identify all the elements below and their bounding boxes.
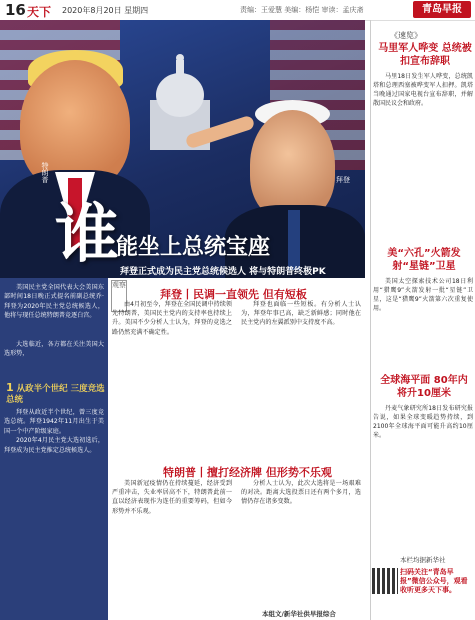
middle-paragraph-1: 由4月初至今，拜登在全国民调中持续领先特朗普，美国民主党内的支持率也持续上升。美国不少分析人士认为，拜登的竞选之路仍然充满不确定性。 xyxy=(112,301,232,336)
section1-title: 拜登丨民调一直领先 但有短板 xyxy=(160,288,307,301)
brief-headline-2: 美“六孔”火箭发射“星链”卫星 xyxy=(387,248,461,272)
left-paragraph-1: 美国民主党全国代表大会美国东部时间18日晚正式提名前副总统乔·拜登为2020年民主党总统候选人，他将与现任总统特朗普竞逐白宫。 xyxy=(4,284,104,320)
page-number: 16 xyxy=(5,1,26,19)
middle-paragraph-3: 美国新冠疫情仍在持续蔓延，经济受到严重冲击，失业率居高不下，特朗普此前一直以经济表现作为连任的重要筹码，但如今形势并不乐观。 xyxy=(112,480,232,515)
observation-tag: 观察 xyxy=(111,280,127,312)
section-head-number: 1 xyxy=(6,381,14,394)
left-column-body xyxy=(0,340,108,359)
editor-credits: 责编：王爱慧 美编：杨恺 审读：孟庆斋 xyxy=(240,6,364,14)
middle-column-3 xyxy=(112,479,232,516)
qr-promo-text: 扫码关注“青岛早报”微信公众号，观看收听更多天下事。 xyxy=(400,568,468,594)
section2-title: 特朗普丨擅打经济牌 但形势不乐观 xyxy=(163,466,332,479)
hero-photo xyxy=(0,20,365,278)
qr-promo xyxy=(372,568,472,598)
brief-tag: 《速览》 xyxy=(390,31,422,40)
brief-paragraph-2: 美国太空探索技术公司18日利用“猎鹰9”火箭发射一批“星链”卫星，这是“猎鹰9”火箭第六次重复使用。 xyxy=(373,278,473,312)
article-source: 本组文/新华社供早报综合 xyxy=(262,610,336,618)
middle-column-4 xyxy=(241,479,361,507)
brief-paragraph-1: 马里18日发生军人哗变，总统凯塔和总理西塞被哗变军人扣押。凯塔当晚通过国家电视台宣布辞职，并解散国民议会和政府。 xyxy=(373,73,473,107)
brief-headline-1: 马里军人哗变 总统被扣宣布辞职 xyxy=(378,43,472,67)
column-divider xyxy=(370,20,371,620)
main-headline: 能坐上总统宝座 xyxy=(116,235,271,260)
left-paragraph-3: 拜登从政近半个世纪，曾三度竞选总统。拜登1942年11月出生于美国一个中产阶级家庭。 xyxy=(4,409,104,435)
left-column xyxy=(0,278,108,620)
section-head-text: 从政半个世纪 三度竞选总统 xyxy=(6,384,105,405)
brief-paragraph-3: 丹麦气象研究所18日发布研究报告说，如果全球变暖趋势持续，到2100年全球海平面可能升高约10厘米。 xyxy=(373,405,473,439)
section-name: 天下 xyxy=(27,5,52,19)
brief-body-2 xyxy=(373,277,473,313)
middle-paragraph-2: 拜登也面临一些短板。有分析人士认为，拜登年事已高，缺乏新鲜感；同时他在民主党内的左翼派别中支持度不高。 xyxy=(241,301,361,327)
brief-body-1 xyxy=(373,72,473,108)
left-section-head xyxy=(6,382,106,406)
newspaper-logo: 青岛早报 xyxy=(413,1,471,18)
left-paragraph-4: 2020年4月民主党大选初选后，拜登成为民主党推定总统候选人。 xyxy=(4,437,104,454)
caption-trump: 特朗普 xyxy=(41,162,49,183)
middle-paragraph-4: 分析人士认为，此次大选将是一场艰难的对决。距离大选投票日还有两个多月，选情仍存在诸多变数。 xyxy=(241,480,361,506)
left-column-bio xyxy=(0,408,108,455)
brief-headline-3: 全球海平面 80年内将升10厘米 xyxy=(380,375,468,399)
qr-code-icon[interactable] xyxy=(372,568,398,594)
brief-body-3 xyxy=(373,404,473,440)
headline-big-char: 谁 xyxy=(55,197,119,272)
brief-source: 本栏均据新华社 xyxy=(400,556,446,564)
caption-biden: 拜登 xyxy=(336,176,350,184)
masthead xyxy=(0,0,475,21)
biden-face xyxy=(250,110,335,220)
sub-headline: 拜登正式成为民主党总统候选人 将与特朗普终极PK xyxy=(120,267,326,277)
right-column xyxy=(370,20,475,620)
left-paragraph-2: 大选临近，各方都在关注美国大选形势， xyxy=(4,341,104,358)
biden-tie xyxy=(288,210,300,270)
left-column-intro xyxy=(0,283,108,321)
middle-column-1 xyxy=(112,300,232,337)
middle-column-2 xyxy=(241,300,361,328)
issue-date: 2020年8月20日 星期四 xyxy=(62,6,149,15)
